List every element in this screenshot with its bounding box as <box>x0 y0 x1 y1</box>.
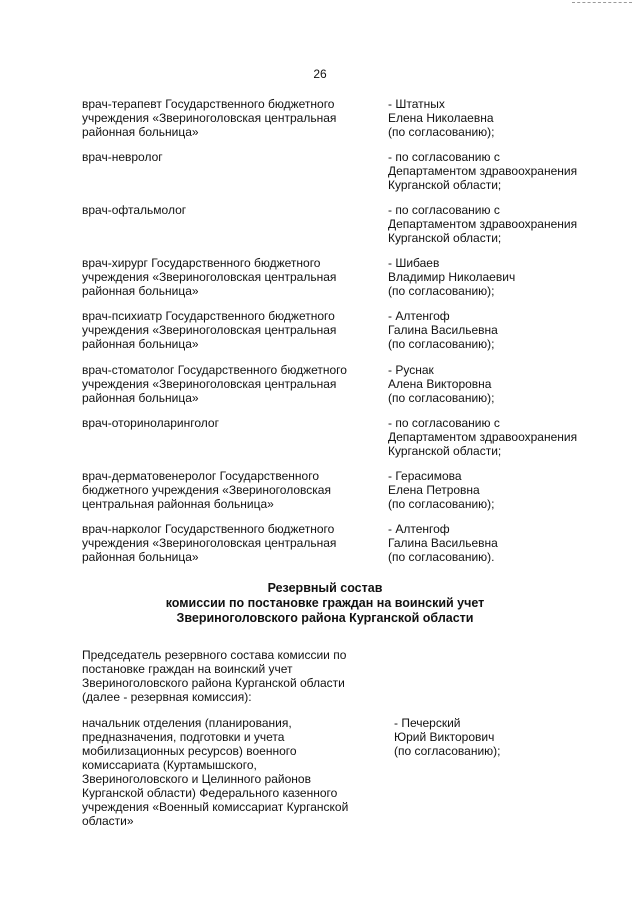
member-dentist: - Руснак Алена Викторовна (по согласованию); <box>388 363 495 405</box>
member-therapist: - Штатных Елена Николаевна (по согласованию); <box>388 97 495 139</box>
scan-edge-mark <box>572 2 632 7</box>
section-heading: Резервный состав комиссии по постановке граждан на воинский учет Звериноголовского района Курганской области <box>165 581 485 625</box>
role-neurologist: врач-невролог <box>82 150 163 164</box>
member-narcologist: - Алтенгоф Галина Васильевна (по согласованию). <box>388 522 498 564</box>
member-psychiatrist: - Алтенгоф Галина Васильевна (по согласованию); <box>388 309 498 351</box>
role-therapist: врач-терапевт Государственного бюджетного учреждения «Звериноголовская центральная районная больница» <box>82 97 337 139</box>
member-surgeon: - Шибаев Владимир Николаевич (по согласованию); <box>388 256 516 298</box>
chairman-intro: Председатель резервного состава комиссии по постановке граждан на воинский учет Звериноголовского района Курганской области (далее - резервная комиссия): <box>82 648 347 704</box>
role-psychiatrist: врач-психиатр Государственного бюджетного учреждения «Звериноголовская центральная районная больница» <box>82 309 337 351</box>
page-number: 26 <box>313 67 327 81</box>
role-narcologist: врач-нарколог Государственного бюджетного учреждения «Звериноголовская центральная районная больница» <box>82 522 337 564</box>
member-department-head: - Печерский Юрий Викторович (по согласованию); <box>394 716 501 758</box>
member-dermatologist: - Герасимова Елена Петровна (по согласованию); <box>388 469 495 511</box>
role-otolaryngologist: врач-оториноларинголог <box>82 416 219 430</box>
member-ophthalmologist: - по согласованию с Департаментом здравоохранения Курганской области; <box>388 203 578 245</box>
member-otolaryngologist: - по согласованию с Департаментом здравоохранения Курганской области; <box>388 416 578 458</box>
role-surgeon: врач-хирург Государственного бюджетного учреждения «Звериноголовская центральная районная больница» <box>82 256 337 298</box>
role-department-head: начальник отделения (планирования, предназначения, подготовки и учета мобилизационных ресурсов) военного комиссариата (Куртамышского, Звериноголовского и Целинного районов Курганской области) Федерального казенного учреждения «Военный комиссариат Курганской области» <box>82 716 349 828</box>
role-dermatologist: врач-дерматовенеролог Государственного бюджетного учреждения «Звериноголовская центральная районная больница» <box>82 469 331 511</box>
role-ophthalmologist: врач-офтальмолог <box>82 203 187 217</box>
role-dentist: врач-стоматолог Государственного бюджетного учреждения «Звериноголовская центральная районная больница» <box>82 363 347 405</box>
member-neurologist: - по согласованию с Департаментом здравоохранения Курганской области; <box>388 150 578 192</box>
